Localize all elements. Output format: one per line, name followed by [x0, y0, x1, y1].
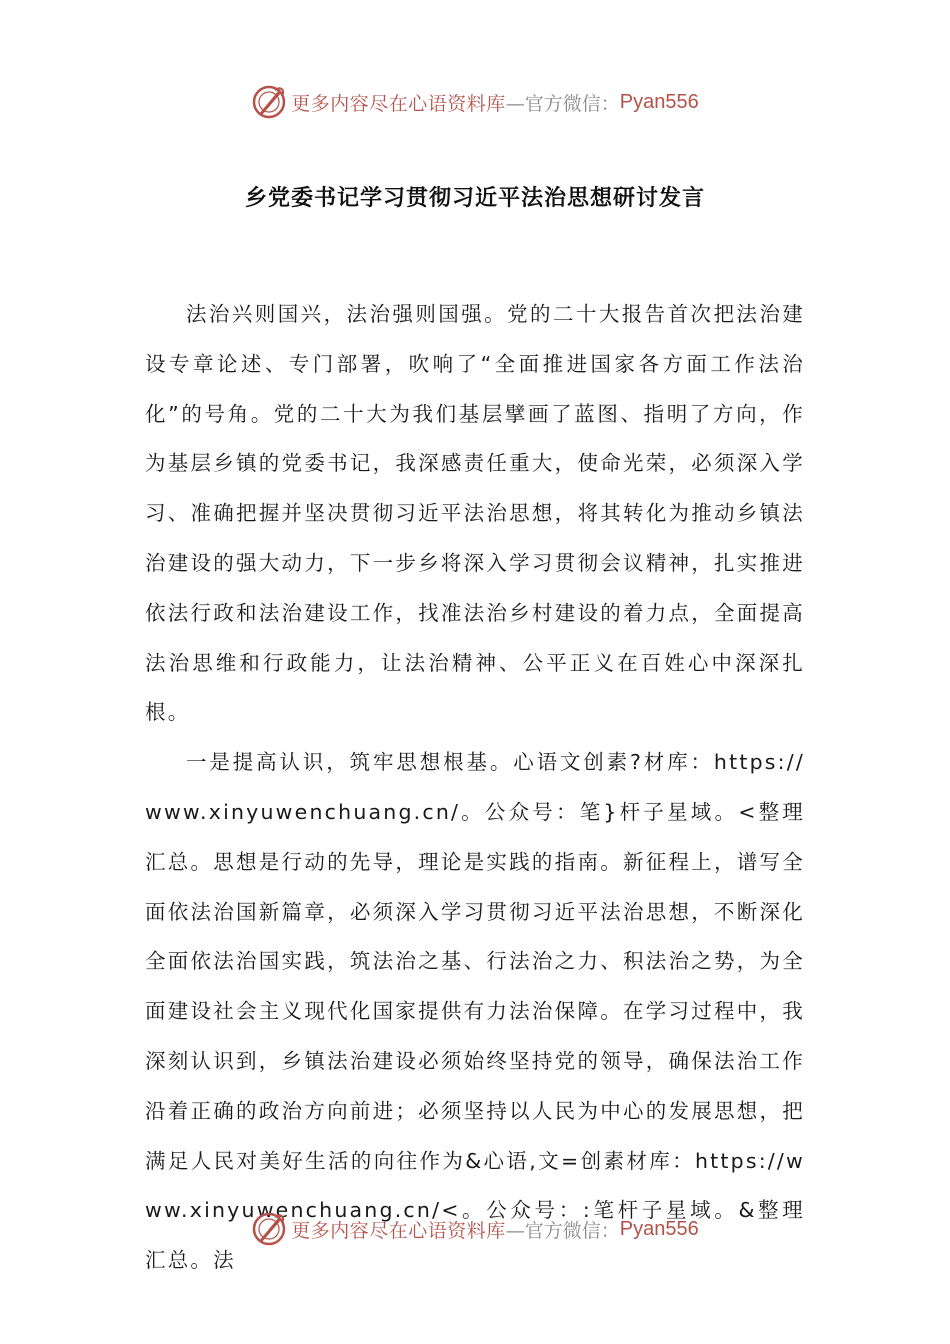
banner-wechat-id: Pyan556: [619, 1217, 699, 1240]
banner-wechat-label: —官方微信：: [505, 92, 620, 115]
banner-wechat-id: Pyan556: [619, 90, 699, 113]
paragraph: 一是提高认识，筑牢思想根基。心语文创素?材库：https://www.xinyuwenchuang.cn/。公众号：笔}杆子星域。<整理汇总。思想是行动的先导，理论是实践的指南。新征程上，谱写全面依法治国新篇章，必须深入学习贯彻习近平法治思想，不断深化全面依法治国实践，筑法治之基、行法治之力、积法治之势，为全面建设社会主义现代化国家提供有力法治保障。在学习过程中，我深刻认识到，乡镇法治建设必须始终坚持党的领导，确保法治工作沿着正确的政治方向前进；必须坚持以人民为中心的发展思想，把满足人民对美好生活的向往作为&心语,文=创素材库：https://www.xinyuwenchuang.cn/<。公众号：:笔杆子星域。&整理汇总。法: [145, 750, 805, 1273]
footer-banner: [0, 1207, 950, 1251]
header-banner: [0, 80, 950, 124]
document-title: 乡党委书记学习贯彻习近平法治思想研讨发言: [244, 186, 705, 211]
document-body: [145, 290, 805, 1286]
banner-wechat-label: —官方微信：: [505, 1219, 620, 1242]
quill-seal-icon: [251, 1211, 287, 1247]
quill-seal-icon: [251, 84, 287, 120]
paragraph: 法治兴则国兴，法治强则国强。党的二十大报告首次把法治建设专章论述、专门部署，吹响了“全面推进国家各方面工作法治化”的号角。党的二十大为我们基层擘画了蓝图、指明了方向，作为基层乡镇的党委书记，我深感责任重大，使命光荣，必须深入学习、准确把握并坚决贯彻习近平法治思想，将其转化为推动乡镇法治建设的强大动力，下一步乡将深入学习贯彻会议精神，扎实推进依法行政和法治建设工作，找准法治乡村建设的着力点，全面提高法治思维和行政能力，让法治精神、公平正义在百姓心中深深扎根。: [145, 302, 805, 725]
banner-text: 更多内容尽在心语资料库: [291, 1219, 506, 1242]
banner-text: 更多内容尽在心语资料库: [291, 92, 506, 115]
